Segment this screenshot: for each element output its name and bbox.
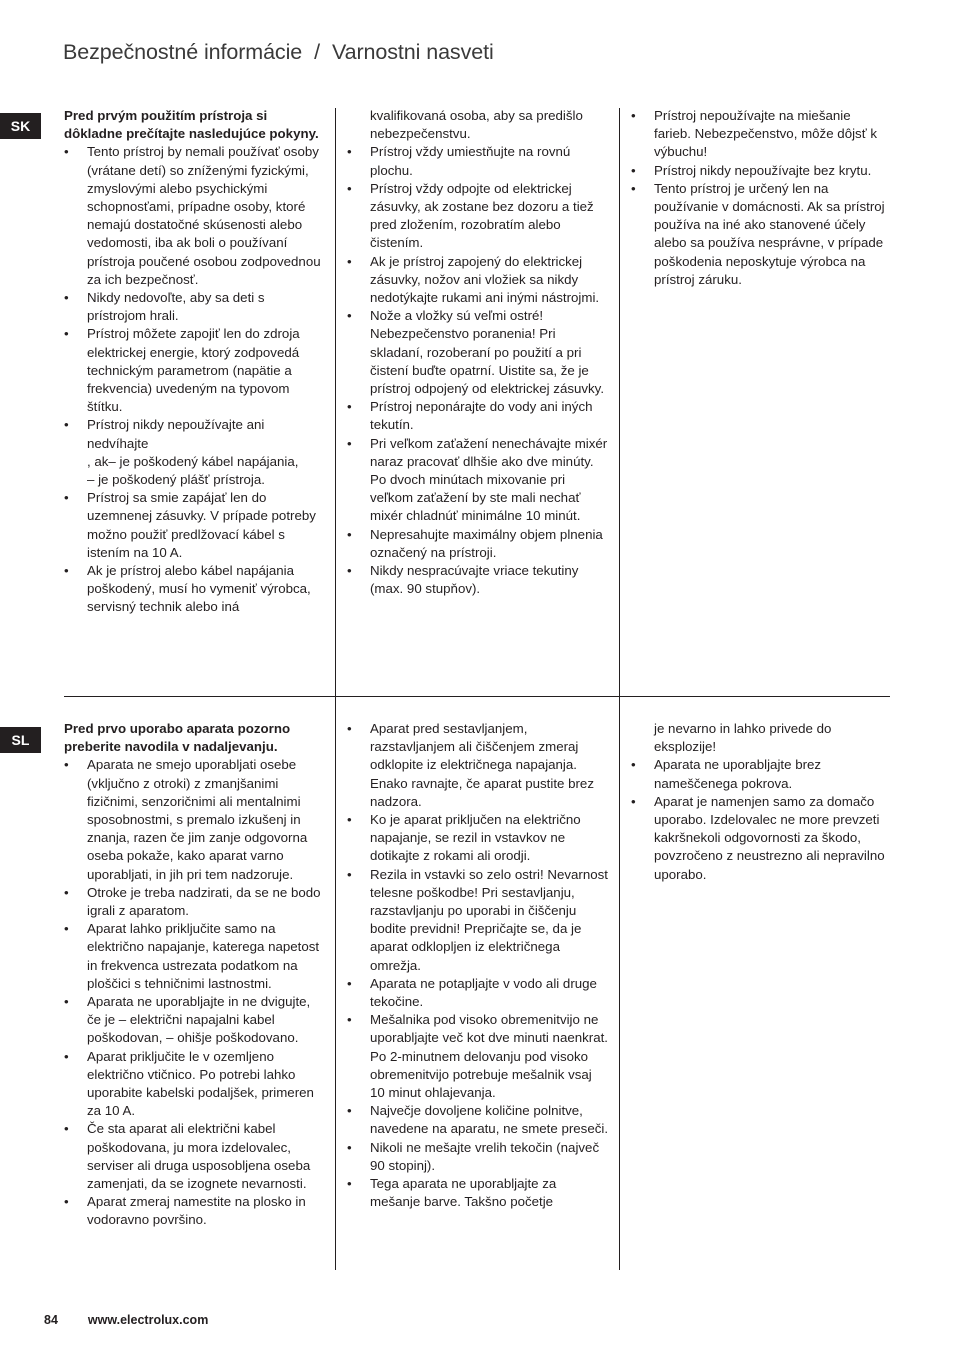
title-sk: Bezpečnostné informácie xyxy=(63,40,303,64)
sl-column-3 xyxy=(631,720,890,884)
sl-intro: Pred prvo uporabo aparata pozorno preberite navodila v nadaljevanju. xyxy=(64,721,291,755)
list-item: • Največje dovoljene količine polnitve, navedene na aparatu, ne smete preseči. xyxy=(347,1102,609,1138)
column-divider xyxy=(619,108,620,696)
sl-column-1 xyxy=(64,720,326,1230)
list-item: • Nikdy nedovoľte, aby sa deti s prístrojom hrali. xyxy=(64,289,326,325)
list-item: • Nikoli ne mešajte vrelih tekočin (največ 90 stopinj). xyxy=(347,1139,609,1175)
list-item: • Pri veľkom zaťažení nenechávajte mixér naraz pracovať dlhšie ako dve minúty. Po dvoch minútach mixovanie pri veľkom zaťažení by ste mali nechať mixér chladnúť minimálne 10 minút. xyxy=(347,435,609,526)
list-item: • Prístroj nikdy nepoužívajte bez krytu. xyxy=(631,162,890,180)
list-item: • Prístroj neponárajte do vody ani iných tekutín. xyxy=(347,398,609,434)
list-item: • Mešalnika pod visoko obremenitvijo ne uporabljajte več kot dve minuti naenkrat. Po 2-minutnem delovanju pod visoko obremenitvijo potrebuje mešalnik vsaj 10 minut ohlajevanja. xyxy=(347,1011,609,1102)
list-item: • Če sta aparat ali električni kabel poškodovana, ju mora izdelovalec, serviser ali druga usposobljena oseba zamenjati, da se izognete nevarnosti. xyxy=(64,1120,326,1193)
list-item: • Aparata ne potapljajte v vodo ali druge tekočine. xyxy=(347,975,609,1011)
sk-column-3 xyxy=(631,107,890,289)
list-item: • Tega aparata ne uporabljajte za mešanje barve. Takšno početje xyxy=(347,1175,609,1211)
page-number: 84 xyxy=(44,1313,58,1327)
list-item: • Prístroj nepoužívajte na miešanie farieb. Nebezpečenstvo, môže dôjsť k výbuchu! xyxy=(631,107,890,162)
column-divider xyxy=(335,108,336,696)
sk-list-2 xyxy=(347,107,609,598)
list-item: • Aparata ne uporabljajte brez nameščenega pokrova. xyxy=(631,756,890,792)
list-item: • Aparat lahko priključite samo na električno napajanje, katerega napetost in frekvenca ustrezata podatkom na ploščici s tehničnimi lastnostmi. xyxy=(64,920,326,993)
sk-list-1 xyxy=(64,143,326,616)
language-tab-sl: SL xyxy=(0,727,41,753)
list-item: • Nepresahujte maximálny objem plnenia označený na prístroji. xyxy=(347,526,609,562)
list-item: • Ko je aparat priključen na električno napajanje, se rezil in vstavkov ne dotikajte z rokami ali orodji. xyxy=(347,811,609,866)
list-item: • Ak je prístroj alebo kábel napájania poškodený, musí ho vymeniť výrobca, servisný technik alebo iná xyxy=(64,562,326,617)
list-item: • Nože a vložky sú veľmi ostré! Nebezpečenstvo poranenia! Pri skladaní, rozoberaní po použití a pri čistení buďte opatrní. Uistite sa, že je prístroj odpojený od elektrickej zásuvky. xyxy=(347,307,609,398)
section-divider xyxy=(64,696,890,697)
language-tab-sk: SK xyxy=(0,113,41,139)
sl-column-2 xyxy=(347,720,609,1211)
column-divider xyxy=(335,697,336,1270)
title-sl: Varnostni nasveti xyxy=(332,40,494,64)
list-item: • Nikdy nespracúvajte vriace tekutiny (max. 90 stupňov). xyxy=(347,562,609,598)
title-separator: / xyxy=(314,40,320,64)
list-item: • Tento prístroj by nemali používať osoby (vrátane detí) so zníženými fyzickými, zmyslovými alebo psychickými schopnosťami, prípadne osoby, ktoré nemajú dostatočné skúsenosti alebo vedomosti, iba ak boli o používaní prístroja poučené osobou zodpovednou za ich bezpečnosť. xyxy=(64,143,326,289)
list-item: • Prístroj vždy odpojte od elektrickej zásuvky, ak zostane bez dozoru a tiež pred zložením, rozobratím alebo čistením. xyxy=(347,180,609,253)
list-item: • Prístroj môžete zapojiť len do zdroja elektrickej energie, ktorý zodpovedá technickým parametrom (napätie a frekvencia) uvedeným na typovom štítku. xyxy=(64,325,326,416)
list-item: • Tento prístroj je určený len na používanie v domácnosti. Ak sa prístroj používa na iné ako stanovené účely alebo sa používa nesprávne, v prípade poškodenia neposkytuje výrobca na prístroj záruku. xyxy=(631,180,890,289)
list-item: • Ak je prístroj zapojený do elektrickej zásuvky, nožov ani vložiek sa nikdy nedotýkajte rukami ani inými nástrojmi. xyxy=(347,253,609,308)
list-item: • Prístroj vždy umiestňujte na rovnú plochu. xyxy=(347,143,609,179)
column-divider xyxy=(619,697,620,1270)
list-item: • Otroke je treba nadzirati, da se ne bodo igrali z aparatom. xyxy=(64,884,326,920)
sk-column-1 xyxy=(64,107,326,617)
sl-list-2 xyxy=(347,720,609,1211)
sk-column-2 xyxy=(347,107,609,598)
list-item: • Aparat je namenjen samo za domačo uporabo. Izdelovalec ne more prevzeti kakršnekoli odgovornosti za škodo, povzročeno z neustrezno ali nepravilno uporabo. xyxy=(631,793,890,884)
list-item-continued: kvalifikovaná osoba, aby sa predišlo nebezpečenstvu. xyxy=(370,108,583,142)
list-item: • Aparat priključite le v ozemljeno električno vtičnico. Po potrebi lahko uporabite kabelski podaljšek, primeren za 10 A. xyxy=(64,1048,326,1121)
page-title xyxy=(63,40,494,65)
list-item-continued: je nevarno in lahko privede do eksplozije! xyxy=(654,721,832,755)
sl-list-1 xyxy=(64,756,326,1229)
list-item: • Prístroj nikdy nepoužívajte ani nedvíhajte , ak– je poškodený kábel napájania, – je poškodený plášť prístroja. xyxy=(64,416,326,489)
list-item: • Prístroj sa smie zapájať len do uzemnenej zásuvky. V prípade potreby možno použiť predlžovací kábel s istením na 10 A. xyxy=(64,489,326,562)
page-footer xyxy=(44,1313,208,1327)
sl-list-3 xyxy=(631,720,890,884)
list-item: • Aparat pred sestavljanjem, razstavljanjem ali čiščenjem zmeraj odklopite iz električnega napajanja. Enako ravnajte, če aparat pustite brez nadzora. xyxy=(347,720,609,811)
website-link[interactable]: www.electrolux.com xyxy=(87,1313,209,1327)
list-item: • Aparata ne uporabljajte in ne dvigujte, če je – električni napajalni kabel poškodovan, – ohišje poškodovano. xyxy=(64,993,326,1048)
sk-list-3 xyxy=(631,107,890,289)
list-item: • Rezila in vstavki so zelo ostri! Nevarnost telesne poškodbe! Pri sestavljanju, razstavljanju po uporabi in čiščenju bodite previdni! Prepričajte se, da je aparat odklopljen iz električnega omrežja. xyxy=(347,866,609,975)
sk-intro: Pred prvým použitím prístroja si dôkladne prečítajte nasledujúce pokyny. xyxy=(64,108,319,142)
list-item: • Aparata ne smejo uporabljati osebe (vključno z otroki) z zmanjšanimi fizičnimi, senzoričnimi ali mentalnimi sposobnostmi, s premalo izkušenj in znanja, razen če jim zanje odgovorna oseba pokaže, kako aparat varno uporabljati, in jih pri tem nadzoruje. xyxy=(64,756,326,883)
list-item: • Aparat zmeraj namestite na plosko in vodoravno površino. xyxy=(64,1193,326,1229)
